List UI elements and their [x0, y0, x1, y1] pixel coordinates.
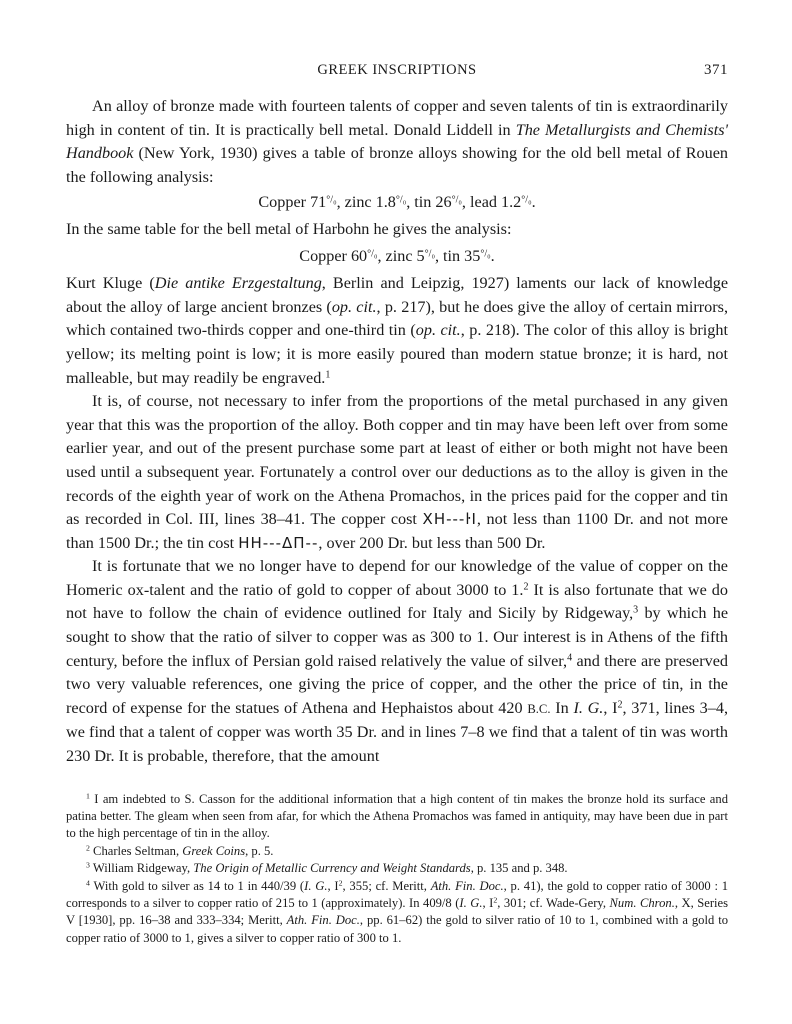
percent-sign: °/₀: [521, 194, 532, 206]
text: It is fortunate that we no longer have to depend for our knowledge of the value of copper on the Homeric ox-talent and the ratio of gold to copper of about 3000 to 1.: [66, 557, 728, 599]
text: .: [531, 193, 536, 212]
text: An alloy of bronze made with fourteen talents of copper and seven talents of tin is extraordinarily high in content of tin. It is practically bell metal. Donald Liddell in: [66, 97, 728, 139]
running-head: [66, 60, 728, 86]
text: In: [550, 698, 574, 717]
greek-numeral: HH---ΔΠ--: [238, 533, 319, 552]
page-number: 371: [704, 62, 728, 78]
text: Copper 71: [258, 193, 327, 212]
superscript: 2: [617, 699, 623, 711]
paragraph-5: [66, 555, 728, 768]
superscript: 2: [493, 895, 498, 905]
paragraph-1: [66, 95, 728, 189]
footnote-ref-4[interactable]: 4: [567, 652, 573, 664]
book-title: The Metallurgists and Chemists' Handbook: [66, 120, 728, 163]
citation: I. G.: [304, 878, 328, 893]
page: [66, 60, 728, 947]
citation: Ath. Fin. Doc.: [286, 913, 360, 928]
percent-sign: °/₀: [451, 194, 462, 206]
text: , p. 135 and p. 348.: [470, 861, 568, 876]
text: , over 200 Dr. but less than 500 Dr.: [318, 533, 546, 552]
percent-sign: °/₀: [480, 248, 491, 260]
book-title: The Origin of Metallic Currency and Weight Standards: [193, 861, 471, 876]
footnote-number: 2: [86, 843, 90, 853]
footnote-ref-1[interactable]: 1: [325, 369, 331, 381]
text: , not less than 1100 Dr. and not more than 1500 Dr.; the tin cost: [66, 510, 728, 552]
text: , 371, lines 3–4, we find that a talent of copper was worth 35 Dr. and in lines 7–8 we find that a talent of tin was worth 230 Dr. It is probable, therefore, that the amount: [66, 698, 728, 766]
body-text: [66, 95, 728, 769]
text: , p. 217), but he does give the alloy of certain mirrors, which contained two-thirds copper and one-third tin (: [66, 297, 728, 340]
era-abbreviation: B.C.: [527, 701, 551, 716]
text: and there are preserved two very valuable references, one giving the price of copper, and the other the price of tin, in the record of expense for the statues of Athena and Hephaistos about 420: [66, 651, 728, 717]
text: , p. 41), the gold to copper ratio of 3000 : 1 corresponds to a silver to copper ratio of 215 to 1 (approximately). In 409/8 (: [66, 878, 729, 911]
superscript: 2: [338, 878, 343, 888]
footnote-number: 1: [86, 791, 90, 801]
paragraph-4: [66, 390, 728, 555]
percent-sign: °/₀: [424, 248, 435, 260]
book-title: Greek Coins: [182, 843, 246, 858]
analysis-rouen: [66, 191, 728, 215]
citation: Ath. Fin. Doc.: [430, 878, 504, 893]
paragraph-2: In the same table for the bell metal of Harbohn he gives the analysis:: [66, 219, 512, 238]
footnote-4: [66, 878, 728, 948]
paragraph-3: [66, 272, 728, 390]
text: , 301; cf. Wade-Gery,: [497, 896, 610, 911]
citation: I. G.: [573, 698, 604, 717]
percent-sign: °/₀: [395, 194, 407, 206]
citation: Num. Chron.: [609, 896, 675, 911]
text: William Ridgeway,: [89, 861, 194, 876]
text: It is, of course, not necessary to infer from the proportions of the metal purchased in any given year that this was the proportion of the alloy. Both copper and tin may have been left over from some earlier year, and out of the present purchase some part at least of either or both might not have been used until a subsequent year. Fortunately a control over our deductions as to the alloy is given in the records of the eighth year of work on the Athena Promachos, in the prices paid for the copper and tin as recorded in Col. III, lines 38–41. The copper cost: [66, 392, 728, 529]
text: With gold to silver as 14 to 1 in 440/39 (: [89, 878, 305, 893]
analysis-harbohn: [66, 245, 728, 269]
text: , Berlin and Leipzig, 1927) laments our lack of knowledge about the alloy of large ancient bronzes (: [66, 274, 729, 316]
footnote-number: 4: [86, 878, 90, 888]
text: , p. 5.: [245, 843, 274, 858]
running-title: GREEK INSCRIPTIONS: [317, 62, 477, 78]
text: , I: [327, 878, 339, 893]
footnote-number: 3: [86, 860, 90, 870]
footnote-ref-2[interactable]: 2: [523, 581, 529, 593]
text: I am indebted to S. Casson for the additional information that a high content of tin makes the bronze hold its surface and patina better. The gleam when seen from afar, for which the Athena Promachos was famed in antiquity, may have been due in part to the high percentage of tin in the alloy.: [66, 791, 728, 841]
text: by which he sought to show that the ratio of silver to copper was as 300 to 1. Our interest is in Athens of the fifth century, before the influx of Persian gold raised relatively the value of silver,: [66, 604, 729, 670]
footnote-ref-3[interactable]: 3: [633, 604, 639, 616]
citation: op. cit.: [331, 297, 377, 316]
citation: I. G.: [459, 896, 483, 911]
text: , p. 218). The color of this alloy is bright yellow; its melting point is low; it is more easily poured than modern statue bronze; it is hard, not malleable, but may readily be engraved.: [66, 321, 728, 387]
book-title: Die antike Erzgestaltung: [154, 274, 322, 293]
footnote-1: [66, 791, 728, 843]
text: , tin 35: [434, 246, 481, 265]
text: (New York, 1930) gives a table of bronze alloys showing for the old bell metal of Rouen the following analysis:: [66, 144, 728, 186]
footnote-2: [66, 843, 728, 860]
text: Kurt Kluge (: [66, 274, 155, 293]
text: , lead 1.2: [461, 193, 522, 212]
text: Copper 60: [299, 246, 368, 265]
text: , zinc 1.8: [336, 193, 396, 212]
text: .: [490, 246, 495, 265]
text: , I: [482, 896, 494, 911]
text: Charles Seltman,: [89, 843, 183, 858]
text: , I: [603, 698, 618, 717]
text: , pp. 61–62) the gold to silver ratio of 10 to 1, combined with a gold to copper ratio of 3000 to 1, gives a silver to copper ratio of 300 to 1.: [66, 913, 728, 945]
greek-numeral: XH---ŀI: [422, 510, 477, 529]
text: , X, Series V [1930], pp. 16–38 and 333–334; Meritt,: [66, 896, 729, 928]
footnote-3: [66, 860, 728, 877]
citation: op. cit.: [415, 321, 461, 340]
text: It is also fortunate that we do not have to follow the chain of evidence outlined for Italy and Sicily by Ridgeway,: [66, 580, 728, 623]
text: , zinc 5: [377, 246, 425, 265]
percent-sign: °/₀: [367, 248, 378, 260]
footnotes: [66, 791, 728, 948]
text: , tin 26: [406, 193, 452, 212]
text: , 355; cf. Meritt,: [342, 878, 431, 893]
percent-sign: °/₀: [326, 194, 337, 206]
